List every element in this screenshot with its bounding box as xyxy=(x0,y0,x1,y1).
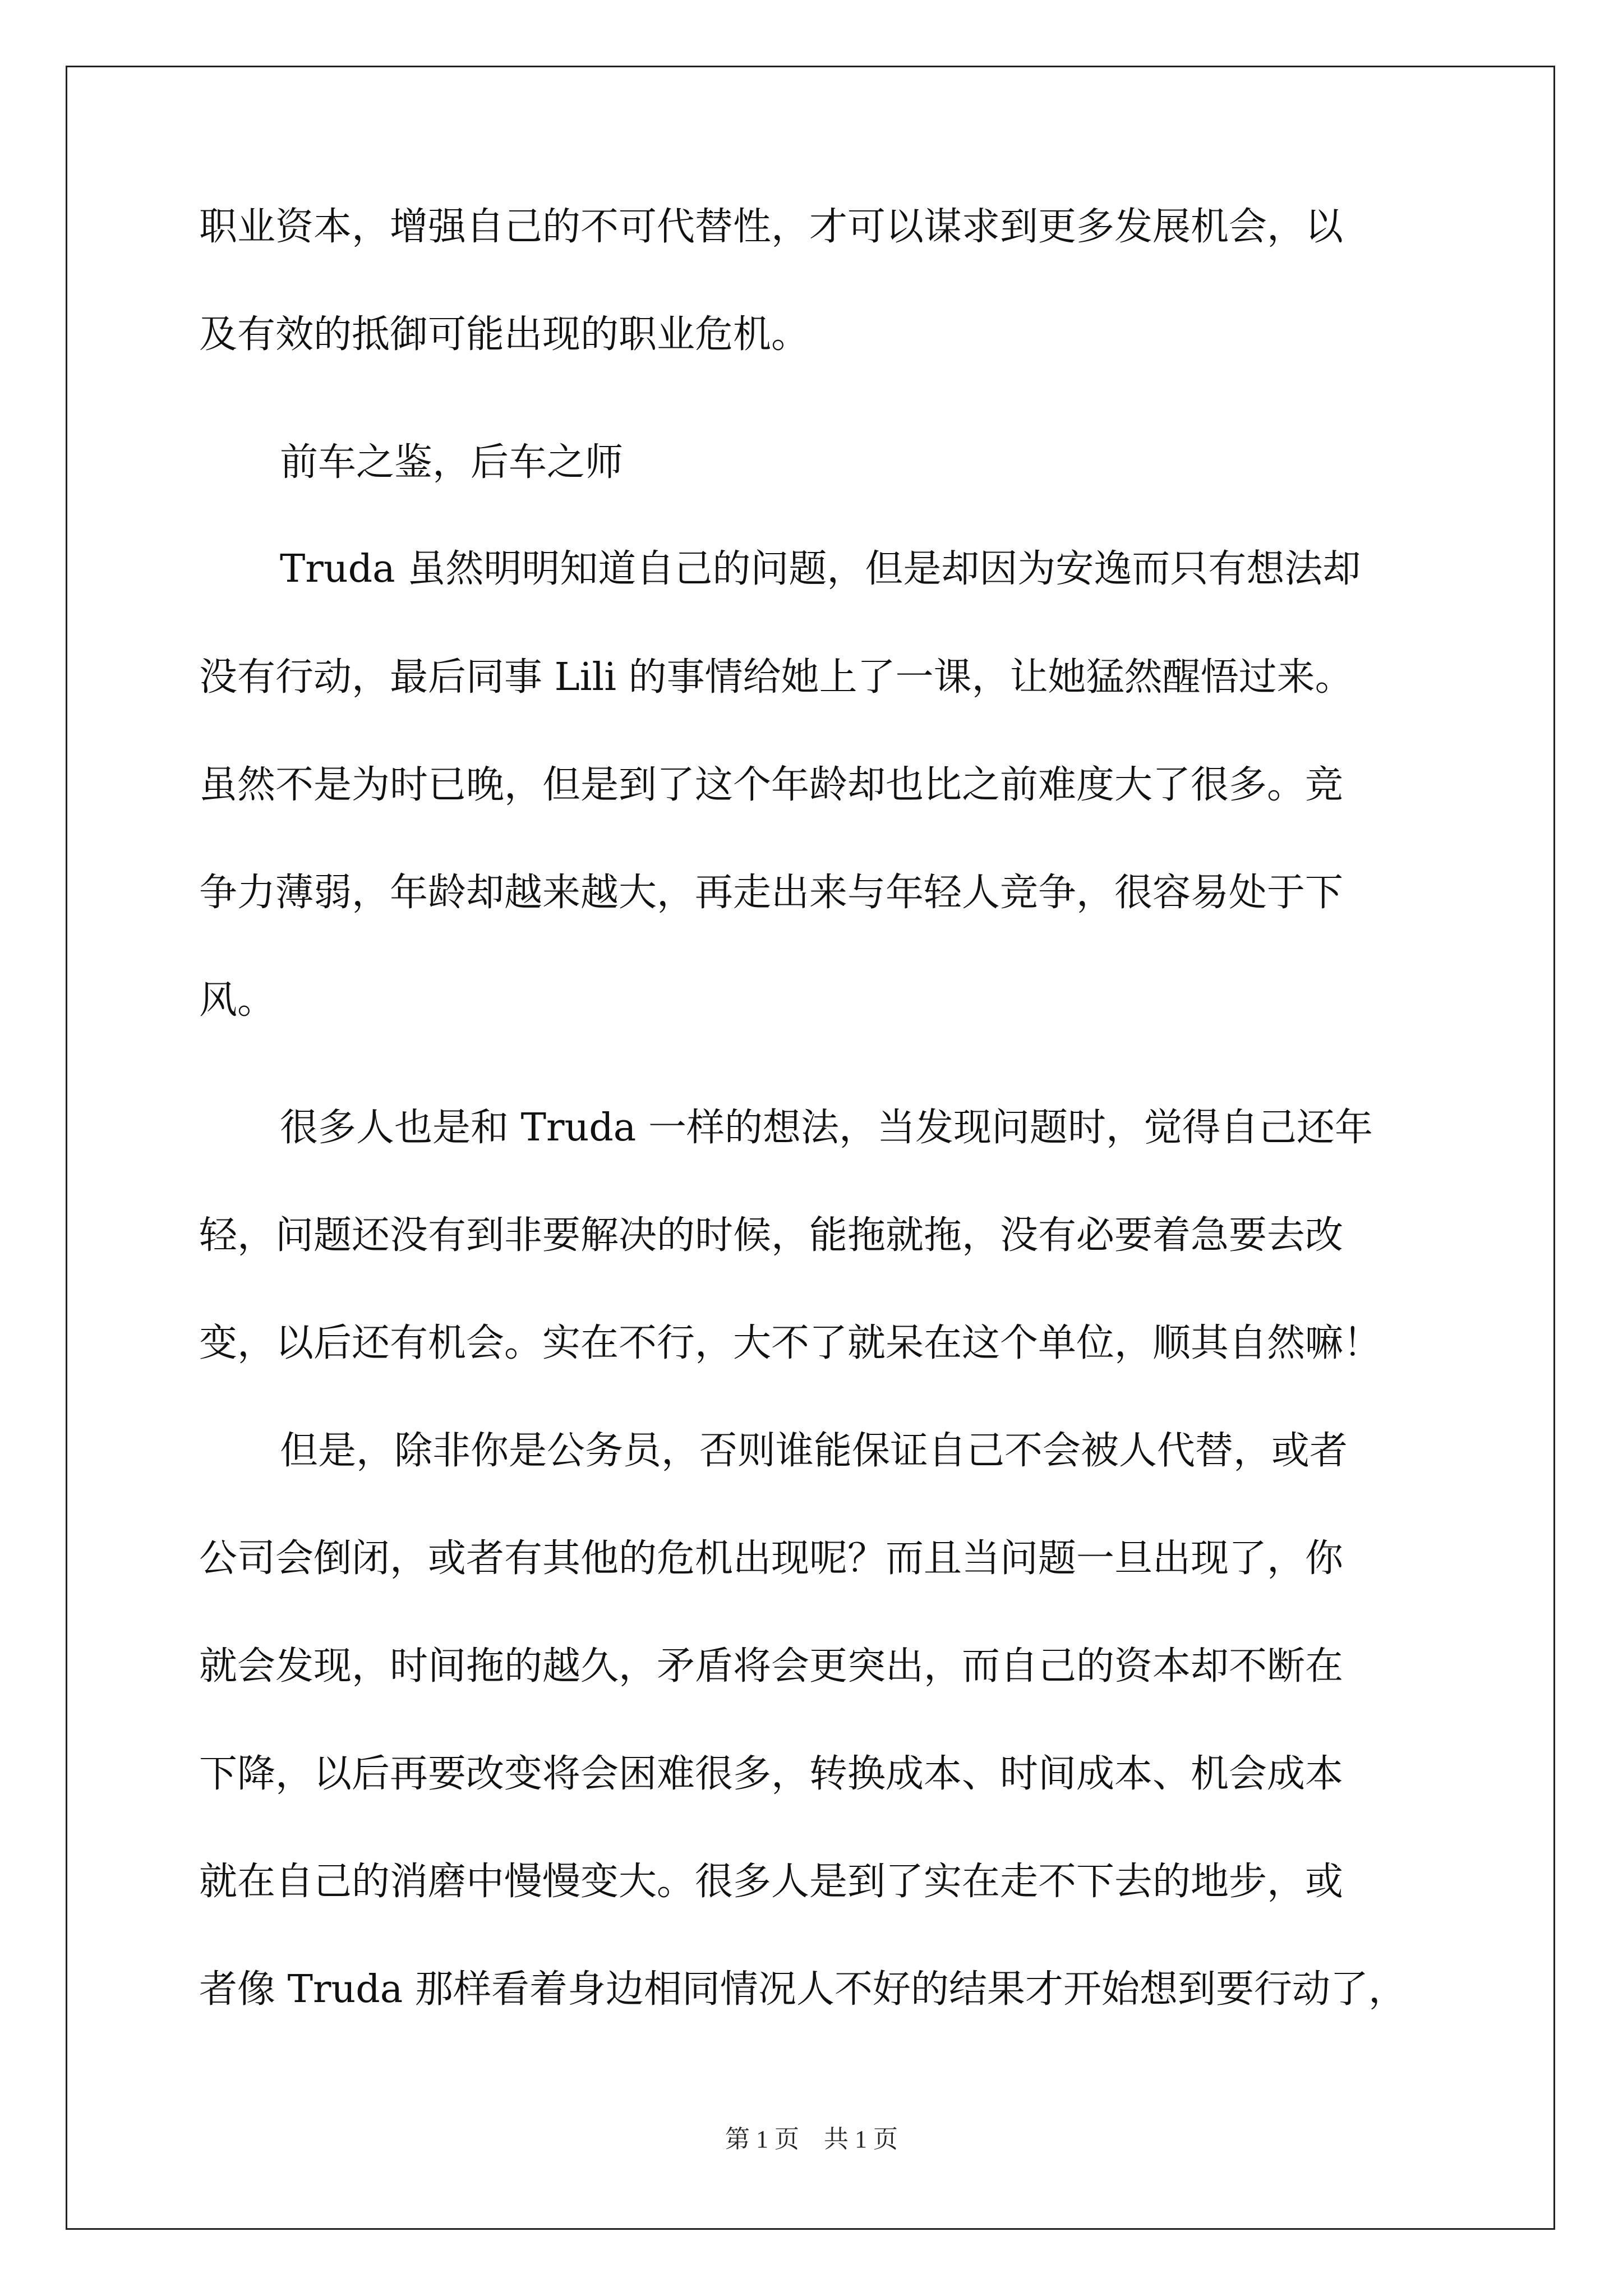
text-line: 变，以后还有机会。实在不行，大不了就呆在这个单位，顺其自然嘛！ xyxy=(199,1321,1382,1365)
text-line: 争力薄弱，年龄却越来越大，再走出来与年轻人竞争，很容易处于下 xyxy=(199,871,1344,915)
text-line: 没有行动，最后同事 Lili 的事情给她上了一课，让她猛然醒悟过来。 xyxy=(199,655,1353,700)
text-line: 就会发现，时间拖的越久，矛盾将会更突出，而自己的资本却不断在 xyxy=(199,1644,1344,1688)
paragraph-first-line: 很多人也是和 Truda 一样的想法，当发现问题时，觉得自己还年 xyxy=(280,1106,1373,1150)
text-line: 下降，以后再要改变将会困难很多，转换成本、时间成本、机会成本 xyxy=(199,1752,1344,1796)
text-line: 轻，问题还没有到非要解决的时候，能拖就拖，没有必要着急要去改 xyxy=(199,1213,1344,1258)
text-line: 者像 Truda 那样看着身边相同情况人不好的结果才开始想到要行动了， xyxy=(199,1967,1407,2012)
text-line: 及有效的抵御可能出现的职业危机。 xyxy=(199,312,810,357)
paragraph-first-line: Truda 虽然明明知道自己的问题，但是却因为安逸而只有想法却 xyxy=(280,547,1361,591)
text-line: 职业资本，增强自己的不可代替性，才可以谋求到更多发展机会，以 xyxy=(199,205,1344,249)
text-line: 风。 xyxy=(199,978,276,1023)
section-heading: 前车之鉴，后车之师 xyxy=(280,440,624,485)
text-line: 公司会倒闭，或者有其他的危机出现呢？而且当问题一旦出现了，你 xyxy=(199,1536,1344,1581)
text-line: 就在自己的消磨中慢慢变大。很多人是到了实在走不下去的地步，或 xyxy=(199,1860,1344,1904)
text-line: 虽然不是为时已晚，但是到了这个年龄却也比之前难度大了很多。竞 xyxy=(199,763,1344,807)
page-number-footer: 第 1 页 共 1 页 xyxy=(725,2125,898,2153)
paragraph-first-line: 但是，除非你是公务员，否则谁能保证自己不会被人代替，或者 xyxy=(280,1429,1348,1473)
